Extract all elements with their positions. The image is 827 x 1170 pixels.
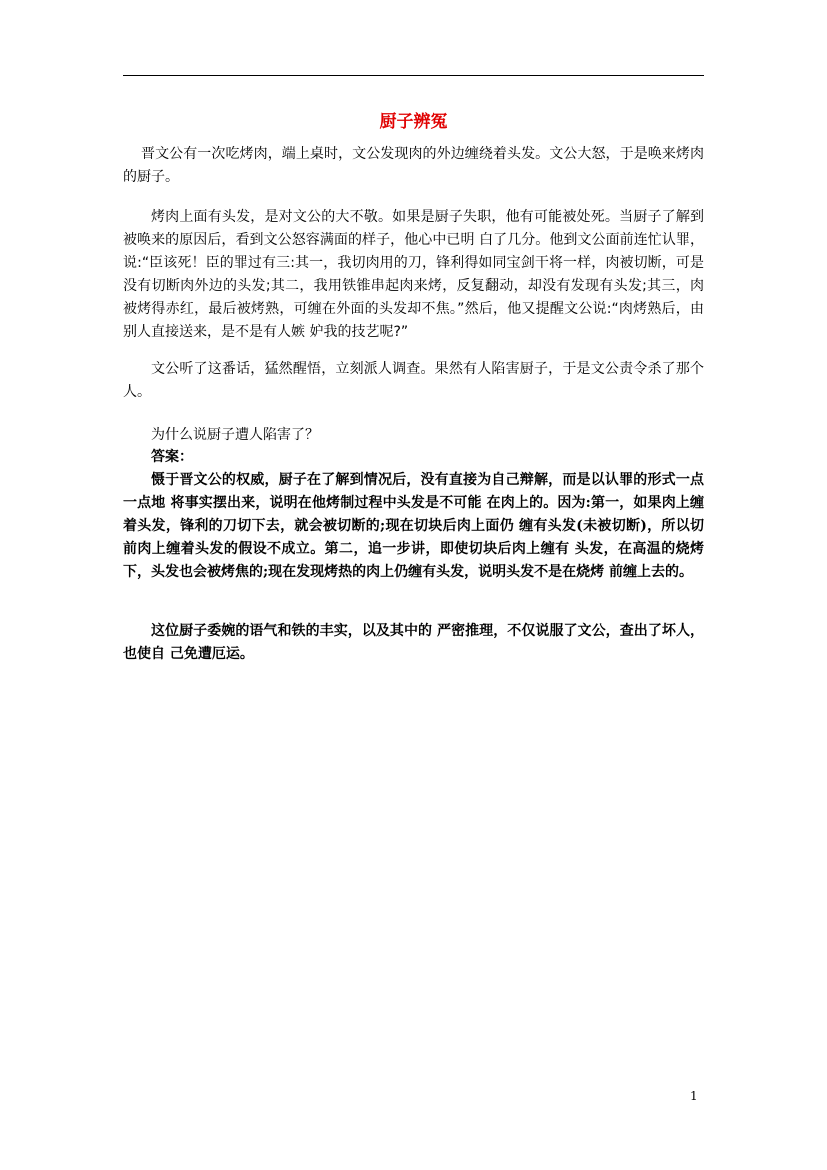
conclusion-text: 这位厨子委婉的语气和铁的丰实，以及其中的 严密推理，不仅说服了文公，查出了坏人，也使自 己免遭厄运。 (123, 623, 704, 662)
question-text: 为什么说厨子遭人陷害了？ (151, 427, 319, 443)
paragraph-cook-confession: 烤肉上面有头发，是对文公的大不敬。如果是厨子失职，他有可能被处死。当厨子了解到被唤来的原因后，看到文公怒容满面的样子，他心中已明 白了几分。他到文公面前连忙认罪，说:“臣该死！臣的罪过有三:其一，我切肉用的刀，锋利得如同宝剑干将一样，肉被切断，可是没有切断肉外边的头发;其二，我用铁锥串起肉来烤，反复翻动，却没有发现有头发;其三，肉被烤得赤红，最后被烤熟，可缠在外面的头发却不焦。”然后，他又提醒文公说:“肉烤熟后，由别人直接送来，是不是有人嫉 妒我的技艺呢?” (123, 209, 704, 340)
paragraph-resolution: 文公听了这番话，猛然醒悟，立刻派人调查。果然有人陷害厨子，于是文公责令杀了那个人。 (123, 361, 704, 400)
paragraph-intro: 晋文公有一次吃烤肉，端上桌时，文公发现肉的外边缠绕着头发。文公大怒，于是唤来烤肉的厨子。 (123, 146, 704, 185)
page-number: 1 (690, 1089, 698, 1103)
header-rule (123, 75, 704, 76)
answer-text: 慑于晋文公的权威，厨子在了解到情况后，没有直接为自己辩解，而是以认罪的形式一点一点地 将事实摆出来，说明在他烤制过程中头发是不可能 在肉上的。因为:第一，如果肉上缠着头发，锋利的刀切下去，就会被切断的;现在切块后肉上面仍 缠有头发(未被切断)，所以切前肉上缠着头发的假设不成立。第二，追一步讲，即使切块后肉上缠有 头发，在高温的烧烤下，头发也会被烤焦的;现在发现烤热的肉上仍缠有头发，说明头发不是在烧烤 前缠上去的。 (123, 472, 704, 580)
document-title: 厨子辨冤 (379, 112, 448, 132)
answer-label: 答案： (151, 449, 193, 465)
